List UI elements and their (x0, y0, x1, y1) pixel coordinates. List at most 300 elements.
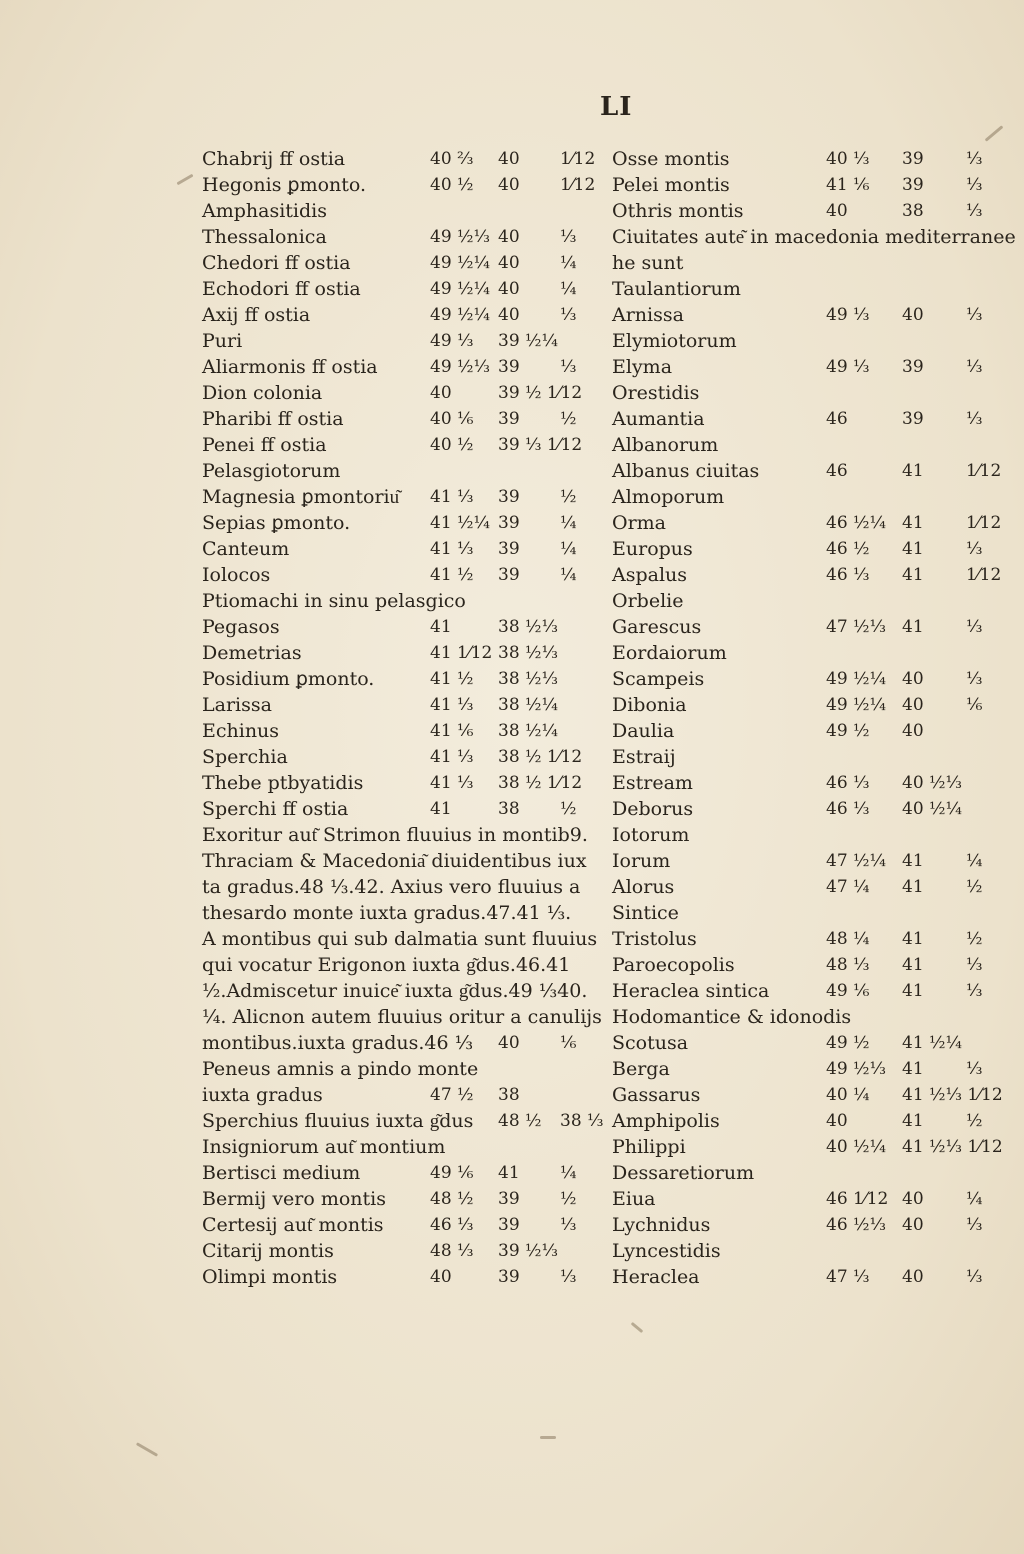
longitude-value: 46 1⁄12 (826, 1189, 889, 1209)
longitude-value: 49 ⅓ (826, 357, 870, 377)
fraction-value: ½ (560, 487, 577, 507)
longitude-value: 41 ⅓ (430, 487, 474, 507)
place-name: Olimpi montis (202, 1266, 338, 1288)
latitude-value: 41 (902, 1059, 924, 1079)
table-row (612, 354, 1002, 380)
table-row (202, 1264, 602, 1290)
longitude-value: 49 ½⅓ (430, 227, 490, 247)
longitude-value: 41 ⅓ (430, 773, 474, 793)
ink-speck (985, 125, 1004, 141)
place-name: Garescus (612, 616, 702, 638)
longitude-value: 40 ⅓ (826, 149, 870, 169)
latitude-value: 48 ½ (498, 1111, 542, 1131)
latitude-value: 41 (902, 1111, 924, 1131)
place-name: Pelasgiotorum (202, 460, 341, 482)
longitude-value: 41 (430, 799, 452, 819)
latitude-value: 38 ½⅓ (498, 643, 558, 663)
longitude-value: 48 ⅓ (826, 955, 870, 975)
latitude-value: 40 (902, 1189, 924, 1209)
place-name: Aspalus (612, 564, 688, 586)
table-row (202, 1030, 602, 1056)
place-name: Dion colonia (202, 382, 323, 404)
table-row (612, 770, 1002, 796)
place-name: Amphipolis (612, 1110, 720, 1132)
latitude-value: 38 ½ 1⁄12 (498, 773, 583, 793)
place-name: Peneus amnis a pindo monte (202, 1058, 479, 1080)
prose-line: ta gradus.48 ⅓.42. Axius vero fluuius a (202, 876, 581, 898)
place-name: Ptiomachi in sinu pelasgico (202, 590, 466, 612)
place-name: Posidium ꝑmonto. (202, 668, 375, 690)
place-name: Citarij montis (202, 1240, 334, 1262)
fraction-value: ⅓ (966, 981, 983, 1001)
ink-speck (631, 1322, 644, 1333)
longitude-value: 47 ½ (430, 1085, 474, 1105)
place-name: Sperchius fluuius iuxta g͂dus (202, 1110, 474, 1132)
table-row (202, 744, 602, 770)
place-name: Lychnidus (612, 1214, 711, 1236)
fraction-value: ⅓ (560, 357, 577, 377)
fraction-value: ⅓ (966, 1267, 983, 1287)
table-row (612, 1030, 1002, 1056)
latitude-value: 40 (902, 305, 924, 325)
table-row (202, 146, 602, 172)
fraction-value: ¼ (966, 1189, 983, 1209)
longitude-value: 47 ¼ (826, 877, 870, 897)
place-name: Alorus (612, 876, 675, 898)
place-name: Pegasos (202, 616, 280, 638)
table-row (202, 1186, 602, 1212)
latitude-value: 39 (498, 1267, 520, 1287)
place-name: Elymiotorum (612, 330, 737, 352)
place-name: Arnissa (612, 304, 684, 326)
place-name: Magnesia ꝑmontoriu͂ (202, 486, 400, 508)
place-name: Deborus (612, 798, 694, 820)
place-name: Orestidis (612, 382, 700, 404)
table-row (612, 458, 1002, 484)
table-row (612, 952, 1002, 978)
table-row (612, 536, 1002, 562)
table-row (612, 1238, 1002, 1264)
table-row (612, 224, 1016, 250)
latitude-value: 39 (498, 1215, 520, 1235)
place-name: Amphasitidis (202, 200, 327, 222)
place-name: he sunt (612, 252, 684, 274)
table-row (612, 198, 1002, 224)
table-row (202, 588, 602, 614)
latitude-value: 39 (498, 1189, 520, 1209)
latitude-value: 39 (498, 513, 520, 533)
longitude-value: 46 (826, 409, 848, 429)
table-row (202, 1056, 602, 1082)
longitude-value: 47 ⅓ (826, 1267, 870, 1287)
folio-number: LI (600, 92, 633, 122)
table-row (202, 484, 602, 510)
longitude-value: 41 ⅓ (430, 539, 474, 559)
latitude-value: 40 ½¼ (902, 799, 962, 819)
place-name: Estraij (612, 746, 676, 768)
ink-speck (540, 1436, 556, 1439)
longitude-value: 41 ⅙ (826, 175, 870, 195)
table-row (202, 510, 602, 536)
table-row (202, 328, 602, 354)
place-name: Osse montis (612, 148, 730, 170)
place-name: Hegonis ꝑmonto. (202, 174, 367, 196)
place-name: Eiua (612, 1188, 656, 1210)
longitude-value: 41 ⅓ (430, 747, 474, 767)
table-row (202, 562, 602, 588)
place-name: Othris montis (612, 200, 744, 222)
fraction-value: ½ (966, 1111, 983, 1131)
fraction-value: ¼ (560, 279, 577, 299)
longitude-value: 49 ½¼ (430, 305, 490, 325)
table-row (202, 1082, 602, 1108)
fraction-value: ⅓ (560, 227, 577, 247)
left-table-continued (202, 1030, 602, 1290)
table-row (612, 692, 1002, 718)
latitude-value: 39 (498, 539, 520, 559)
latitude-value: 41 (902, 929, 924, 949)
latitude-value: 41 ½¼ (902, 1033, 962, 1053)
latitude-value: 39 ½ 1⁄12 (498, 383, 583, 403)
fraction-value: ¼ (966, 851, 983, 871)
longitude-value: 41 ½ (430, 565, 474, 585)
fraction-value: ½ (966, 877, 983, 897)
latitude-value: 41 (902, 877, 924, 897)
prose-line: thesardo monte iuxta gradus.47.41 ⅓. (202, 902, 572, 924)
table-row (612, 510, 1002, 536)
place-name: Pelei montis (612, 174, 730, 196)
place-name: iuxta gradus (202, 1084, 323, 1106)
table-row (612, 146, 1002, 172)
table-row (202, 536, 602, 562)
fraction-value: ⅓ (966, 617, 983, 637)
place-name: Demetrias (202, 642, 302, 664)
prose-line: ½.Admiscetur inuice͂ iuxta g͂dus.49 ⅓40. (202, 980, 588, 1002)
place-name: montibus.iuxta gradus.46 ⅓ (202, 1032, 474, 1054)
table-row (612, 796, 1002, 822)
table-row (202, 406, 602, 432)
fraction-value: ⅓ (966, 955, 983, 975)
table-row (612, 718, 1002, 744)
fraction-value: ¼ (560, 565, 577, 585)
prose-line: A montibus qui sub dalmatia sunt fluuius (202, 928, 598, 950)
place-name: Echinus (202, 720, 280, 742)
fraction-value: ½ (560, 1189, 577, 1209)
latitude-value: 40 (498, 1033, 520, 1053)
fraction-value: ¼ (560, 539, 577, 559)
place-name: Pharibi ff ostia (202, 408, 344, 430)
longitude-value: 49 ½⅓ (430, 357, 490, 377)
fraction-value: ¼ (560, 513, 577, 533)
place-name: Lyncestidis (612, 1240, 721, 1262)
ink-speck (136, 1442, 158, 1457)
latitude-value: 39 (902, 175, 924, 195)
fraction-value: ½ (966, 929, 983, 949)
longitude-value: 40 ½ (430, 175, 474, 195)
fraction-value: ⅓ (966, 669, 983, 689)
longitude-value: 49 ⅙ (826, 981, 870, 1001)
table-row (612, 1056, 1002, 1082)
longitude-value: 49 ⅙ (430, 1163, 474, 1183)
table-row (612, 1134, 1002, 1160)
place-name: Aumantia (612, 408, 705, 430)
fraction-value: ⅓ (966, 175, 983, 195)
longitude-value: 46 ⅓ (826, 565, 870, 585)
table-row (612, 1082, 1002, 1108)
latitude-value: 40 (902, 695, 924, 715)
latitude-value: 40 (498, 227, 520, 247)
table-row (202, 692, 602, 718)
fraction-value: ⅙ (560, 1033, 577, 1053)
place-name: Chedori ff ostia (202, 252, 351, 274)
table-row (612, 484, 1002, 510)
place-name: Iolocos (202, 564, 271, 586)
table-row (202, 380, 602, 406)
fraction-value: ⅙ (966, 695, 983, 715)
longitude-value: 49 ½ (826, 1033, 870, 1053)
latitude-value: 40 (902, 721, 924, 741)
place-name: Sperchia (202, 746, 288, 768)
table-row (612, 614, 1002, 640)
place-name: Berga (612, 1058, 670, 1080)
table-row (202, 224, 602, 250)
fraction-value: 1⁄12 (966, 565, 1002, 585)
longitude-value: 48 ½ (430, 1189, 474, 1209)
prose-line: Thraciam & Macedonia͂ diuidentibus iux (202, 850, 587, 872)
place-name: Axij ff ostia (202, 304, 311, 326)
place-name: Sintice (612, 902, 679, 924)
latitude-value: 38 ½¼ (498, 721, 558, 741)
longitude-value: 49 ½ (826, 721, 870, 741)
latitude-value: 40 (498, 149, 520, 169)
latitude-value: 41 (902, 513, 924, 533)
longitude-value: 41 ½¼ (430, 513, 490, 533)
latitude-value: 39 (902, 149, 924, 169)
table-row (612, 588, 1002, 614)
prose-line: ¼. Alicnon autem fluuius oritur a canulijs (202, 1006, 602, 1028)
place-name: Thebe ptbyatidis (202, 772, 364, 794)
latitude-value: 40 (498, 305, 520, 325)
place-name: Orma (612, 512, 667, 534)
place-name: Orbelie (612, 590, 684, 612)
place-name: Elyma (612, 356, 673, 378)
table-row (202, 770, 602, 796)
place-name: Daulia (612, 720, 675, 742)
fraction-value: ⅓ (966, 357, 983, 377)
table-row (612, 978, 1002, 1004)
table-row (612, 1264, 1002, 1290)
longitude-value: 41 1⁄12 (430, 643, 493, 663)
place-name: Aliarmonis ff ostia (202, 356, 378, 378)
place-name: Tristolus (612, 928, 697, 950)
place-name: Philippi (612, 1136, 686, 1158)
place-name: Eordaiorum (612, 642, 727, 664)
longitude-value: 49 ½¼ (826, 669, 886, 689)
place-name: Almoporum (612, 486, 725, 508)
longitude-value: 49 ⅓ (430, 331, 474, 351)
latitude-value: 40 (498, 253, 520, 273)
place-name: Echodori ff ostia (202, 278, 361, 300)
table-row (202, 614, 602, 640)
prose-line: Exoritur aut͂ Strimon fluuius in montib9. (202, 824, 588, 846)
place-name: Scampeis (612, 668, 705, 690)
table-row (612, 822, 1002, 848)
table-row (202, 458, 602, 484)
prose-line: qui vocatur Erigonon iuxta g͂dus.46.41 (202, 954, 571, 976)
place-name: Bertisci medium (202, 1162, 361, 1184)
longitude-value: 41 ⅓ (430, 695, 474, 715)
longitude-value: 48 ⅓ (430, 1241, 474, 1261)
table-row (612, 432, 1002, 458)
fraction-value: ⅓ (966, 149, 983, 169)
table-row (612, 380, 1002, 406)
longitude-value: 40 (826, 201, 848, 221)
longitude-value: 40 ½¼ (826, 1137, 886, 1157)
table-row (202, 640, 602, 666)
longitude-value: 41 ⅙ (430, 721, 474, 741)
table-row (202, 1160, 602, 1186)
table-row (612, 302, 1002, 328)
latitude-value: 40 (902, 1267, 924, 1287)
latitude-value: 39 (902, 409, 924, 429)
latitude-value: 39 ½¼ (498, 331, 558, 351)
place-name: Albanorum (612, 434, 719, 456)
fraction-value: ¼ (560, 1163, 577, 1183)
latitude-value: 38 (498, 1085, 520, 1105)
right-column (612, 146, 1016, 1290)
table-row (202, 796, 602, 822)
table-row (612, 926, 1002, 952)
longitude-value: 40 ⅙ (430, 409, 474, 429)
longitude-value: 49 ½¼ (430, 253, 490, 273)
longitude-value: 41 ½ (430, 669, 474, 689)
place-name: Dessaretiorum (612, 1162, 755, 1184)
place-name: Dibonia (612, 694, 687, 716)
latitude-value: 41 (902, 617, 924, 637)
place-name: Penei ff ostia (202, 434, 327, 456)
table-row (202, 1108, 602, 1134)
longitude-value: 46 ½ (826, 539, 870, 559)
latitude-value: 41 (498, 1163, 520, 1183)
fraction-value: ⅓ (966, 1215, 983, 1235)
place-name: Iotorum (612, 824, 690, 846)
latitude-value: 38 (498, 799, 520, 819)
longitude-value: 41 (430, 617, 452, 637)
longitude-value: 46 ⅓ (430, 1215, 474, 1235)
longitude-value: 46 ½⅓ (826, 1215, 886, 1235)
fraction-value: ⅓ (966, 1059, 983, 1079)
fraction-value: ⅓ (966, 305, 983, 325)
latitude-value: 41 (902, 981, 924, 1001)
fraction-value: 1⁄12 (560, 149, 596, 169)
right-table (612, 146, 1016, 1290)
table-row (612, 1212, 1002, 1238)
latitude-value: 41 (902, 565, 924, 585)
place-name: Sperchi ff ostia (202, 798, 349, 820)
latitude-value: 41 ½⅓ 1⁄12 (902, 1137, 1003, 1157)
table-row (202, 250, 602, 276)
table-row (612, 1160, 1002, 1186)
latitude-value: 41 (902, 955, 924, 975)
latitude-value: 38 ½¼ (498, 695, 558, 715)
latitude-value: 39 (902, 357, 924, 377)
place-name: Bermij vero montis (202, 1188, 387, 1210)
table-row (202, 1238, 602, 1264)
fraction-value: ¼ (560, 253, 577, 273)
place-name: Europus (612, 538, 693, 560)
longitude-value: 40 (826, 1111, 848, 1131)
longitude-value: 40 ½ (430, 435, 474, 455)
table-row (612, 1108, 1002, 1134)
longitude-value: 48 ¼ (826, 929, 870, 949)
table-row (612, 666, 1002, 692)
latitude-value: 41 ½⅓ 1⁄12 (902, 1085, 1003, 1105)
table-row (612, 848, 1002, 874)
latitude-value: 40 (902, 1215, 924, 1235)
place-name: Scotusa (612, 1032, 689, 1054)
place-name: Hodomantice & idonodis (612, 1006, 852, 1028)
place-name: Paroecopolis (612, 954, 735, 976)
latitude-value: 38 ½⅓ (498, 617, 558, 637)
place-name: Thessalonica (202, 226, 327, 248)
longitude-value: 46 (826, 461, 848, 481)
place-name: Sepias ꝑmonto. (202, 512, 351, 534)
place-name: Insigniorum aut͂ montium (202, 1136, 446, 1158)
longitude-value: 49 ½¼ (826, 695, 886, 715)
place-name: Puri (202, 330, 243, 352)
left-column (202, 146, 602, 1290)
latitude-value: 40 (498, 175, 520, 195)
place-name: Taulantiorum (612, 278, 741, 300)
latitude-value: 41 (902, 461, 924, 481)
table-row (612, 744, 1002, 770)
table-row (202, 666, 602, 692)
fraction-value: 1⁄12 (966, 461, 1002, 481)
latitude-value: 40 ½⅓ (902, 773, 962, 793)
longitude-value: 49 ⅓ (826, 305, 870, 325)
longitude-value: 49 ½⅓ (826, 1059, 886, 1079)
fraction-value: ⅓ (966, 409, 983, 429)
table-row (202, 198, 602, 224)
latitude-value: 39 ½⅓ (498, 1241, 558, 1261)
latitude-value: 39 (498, 565, 520, 585)
longitude-value: 46 ½¼ (826, 513, 886, 533)
place-name: Certesij aut͂ montis (202, 1214, 384, 1236)
longitude-value: 47 ½⅓ (826, 617, 886, 637)
longitude-value: 40 (430, 1267, 452, 1287)
fraction-value: 1⁄12 (966, 513, 1002, 533)
fraction-value: ½ (560, 409, 577, 429)
fraction-value: ⅓ (966, 201, 983, 221)
table-row (202, 1134, 602, 1160)
place-name: Gassarus (612, 1084, 701, 1106)
longitude-value: 40 ¼ (826, 1085, 870, 1105)
latitude-value: 39 ⅓ 1⁄12 (498, 435, 583, 455)
table-row (202, 718, 602, 744)
table-row (202, 276, 602, 302)
place-name: Estream (612, 772, 693, 794)
fraction-value: ⅓ (560, 1215, 577, 1235)
table-row (612, 640, 1002, 666)
table-row (612, 328, 1002, 354)
table-row (612, 406, 1002, 432)
longitude-value: 46 ⅓ (826, 799, 870, 819)
latitude-value: 39 (498, 487, 520, 507)
fraction-value: ⅓ (966, 539, 983, 559)
table-row (202, 302, 602, 328)
longitude-value: 40 ⅔ (430, 149, 474, 169)
fraction-value: 1⁄12 (560, 175, 596, 195)
